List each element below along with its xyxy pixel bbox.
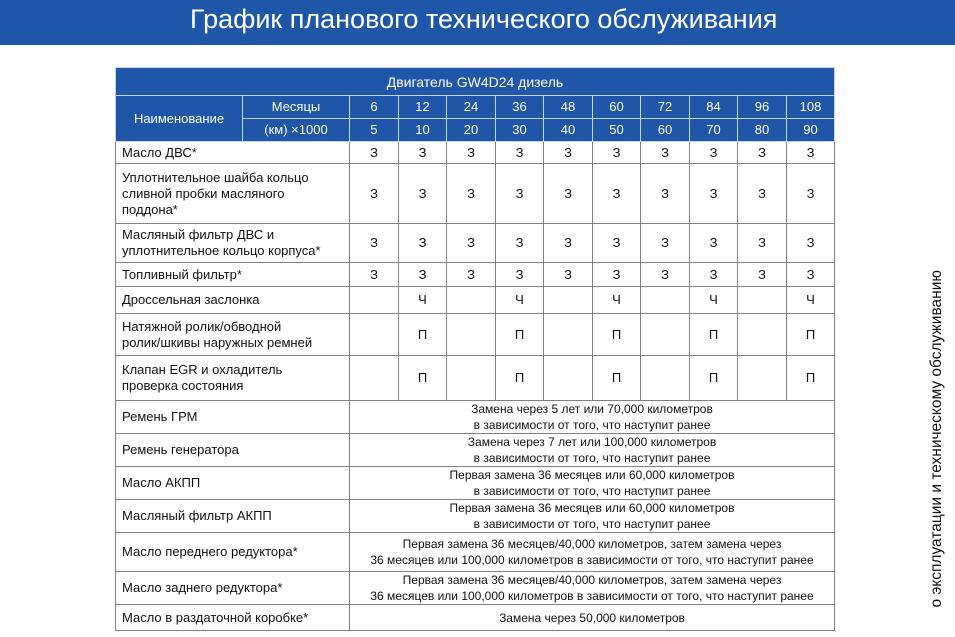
interval-cell: З bbox=[738, 164, 787, 224]
service-note-line: в зависимости от того, что наступит ранее bbox=[473, 451, 711, 465]
interval-cell: З bbox=[738, 263, 787, 287]
interval-cell: Ч bbox=[496, 287, 544, 314]
table-row bbox=[116, 434, 835, 467]
interval-cell: З bbox=[641, 142, 690, 164]
side-caption bbox=[922, 270, 952, 637]
interval-cell: З bbox=[593, 224, 641, 263]
interval-cell bbox=[641, 314, 690, 356]
month-header: 36 bbox=[496, 96, 544, 119]
interval-cell: З bbox=[399, 263, 447, 287]
item-name bbox=[116, 287, 350, 314]
interval-cell bbox=[641, 287, 690, 314]
table-row bbox=[116, 500, 835, 533]
interval-cell: З bbox=[544, 263, 593, 287]
item-name: Ремень генератора bbox=[116, 434, 350, 467]
service-note bbox=[350, 605, 835, 631]
engine-title: Двигатель GW4D24 дизель bbox=[116, 68, 835, 96]
interval-cell: П bbox=[690, 314, 738, 356]
interval-cell: П bbox=[496, 356, 544, 401]
interval-cell bbox=[738, 287, 787, 314]
interval-cell: З bbox=[350, 142, 399, 164]
km-header: 80 bbox=[738, 119, 787, 142]
page-title: График планового технического обслуживания bbox=[190, 4, 778, 34]
service-note-line: Первая замена 36 месяцев или 60,000 километров bbox=[449, 468, 735, 482]
interval-cell: З bbox=[738, 142, 787, 164]
month-header: 96 bbox=[738, 96, 787, 119]
item-name-line: Клапан EGR и охладитель bbox=[122, 362, 283, 377]
km-header: 30 bbox=[496, 119, 544, 142]
table-row bbox=[116, 263, 835, 287]
table-row bbox=[116, 533, 835, 572]
interval-cell: З bbox=[544, 164, 593, 224]
item-name-line: проверка состояния bbox=[122, 378, 244, 393]
interval-cell: З bbox=[593, 164, 641, 224]
item-name bbox=[116, 224, 350, 263]
interval-cell: Ч bbox=[593, 287, 641, 314]
interval-cell: З bbox=[544, 142, 593, 164]
service-note-line: в зависимости от того, что наступит ранее bbox=[473, 418, 711, 432]
name-column-header: Наименование bbox=[116, 96, 243, 142]
table-row bbox=[116, 572, 835, 605]
month-header: 72 bbox=[641, 96, 690, 119]
month-header: 84 bbox=[690, 96, 738, 119]
month-header: 12 bbox=[399, 96, 447, 119]
table-row bbox=[116, 287, 835, 314]
interval-cell: З bbox=[641, 263, 690, 287]
interval-cell bbox=[350, 356, 399, 401]
interval-cell: З bbox=[496, 142, 544, 164]
interval-cell: П bbox=[399, 314, 447, 356]
interval-cell: З bbox=[690, 142, 738, 164]
interval-cell: З bbox=[690, 164, 738, 224]
service-note bbox=[350, 533, 835, 572]
table-row bbox=[116, 224, 835, 263]
service-note bbox=[350, 434, 835, 467]
item-name-line: Дроссельная заслонка bbox=[122, 292, 260, 307]
item-name: Масло АКПП bbox=[116, 467, 350, 500]
table-row bbox=[116, 356, 835, 401]
interval-cell: З bbox=[787, 142, 835, 164]
maintenance-schedule-table bbox=[115, 67, 835, 631]
item-name-line: уплотнительное кольцо корпуса* bbox=[122, 243, 321, 258]
km-header: 10 bbox=[399, 119, 447, 142]
item-name-line: Масляный фильтр ДВС и bbox=[122, 227, 275, 242]
interval-cell: З bbox=[350, 164, 399, 224]
item-name: Масло заднего редуктора* bbox=[116, 572, 350, 605]
table-row bbox=[116, 142, 835, 164]
interval-cell: З bbox=[399, 142, 447, 164]
interval-cell: З bbox=[593, 142, 641, 164]
interval-cell bbox=[447, 356, 496, 401]
km-header: 70 bbox=[690, 119, 738, 142]
item-name-line: Уплотнительное шайба кольцо bbox=[122, 169, 309, 185]
month-header: 24 bbox=[447, 96, 496, 119]
item-name bbox=[116, 356, 350, 401]
interval-cell: З bbox=[447, 263, 496, 287]
interval-cell: З bbox=[447, 224, 496, 263]
month-header: 6 bbox=[350, 96, 399, 119]
interval-cell: З bbox=[641, 164, 690, 224]
item-name-line: поддона* bbox=[122, 201, 178, 217]
interval-cell: З bbox=[641, 224, 690, 263]
item-name: Ремень ГРМ bbox=[116, 401, 350, 434]
item-name-line: Масло ДВС* bbox=[122, 144, 197, 160]
service-note bbox=[350, 572, 835, 605]
interval-cell bbox=[641, 356, 690, 401]
item-name-line: Топливный фильтр* bbox=[122, 266, 242, 282]
interval-cell: З bbox=[350, 224, 399, 263]
interval-cell bbox=[350, 314, 399, 356]
item-name bbox=[116, 142, 350, 164]
table-row bbox=[116, 605, 835, 631]
km-header: 40 bbox=[544, 119, 593, 142]
month-header: 60 bbox=[593, 96, 641, 119]
km-header: 5 bbox=[350, 119, 399, 142]
service-note-line: Первая замена 36 месяцев/40,000 километров, затем замена через bbox=[402, 537, 782, 551]
service-note-line: Первая замена 36 месяцев или 60,000 километров bbox=[449, 501, 735, 515]
interval-cell: Ч bbox=[787, 287, 835, 314]
interval-cell: З bbox=[447, 164, 496, 224]
service-note-line: Замена через 50,000 километров bbox=[499, 610, 685, 625]
interval-cell: З bbox=[690, 263, 738, 287]
interval-cell: З bbox=[350, 263, 399, 287]
interval-cell bbox=[738, 356, 787, 401]
interval-cell: З bbox=[593, 263, 641, 287]
service-note-line: Замена через 5 лет или 70,000 километров bbox=[471, 402, 713, 416]
km-label: (км) ×1000 bbox=[243, 119, 350, 142]
months-label: Месяцы bbox=[243, 96, 350, 119]
service-note-line: в зависимости от того, что наступит ранее bbox=[473, 484, 711, 498]
interval-cell: З bbox=[544, 224, 593, 263]
interval-cell: Ч bbox=[690, 287, 738, 314]
service-note bbox=[350, 467, 835, 500]
interval-cell: З bbox=[787, 224, 835, 263]
title-bar bbox=[0, 0, 955, 45]
km-header: 20 bbox=[447, 119, 496, 142]
interval-cell: З bbox=[496, 164, 544, 224]
interval-cell bbox=[544, 356, 593, 401]
interval-cell: П bbox=[496, 314, 544, 356]
interval-cell bbox=[544, 287, 593, 314]
km-header: 90 bbox=[787, 119, 835, 142]
service-note bbox=[350, 401, 835, 434]
side-caption-text: о эксплуатации и техническому обслуживанию bbox=[928, 270, 945, 608]
interval-cell: Ч bbox=[399, 287, 447, 314]
km-header: 50 bbox=[593, 119, 641, 142]
item-name-line: сливной пробки масляного bbox=[122, 185, 285, 201]
interval-cell: П bbox=[593, 356, 641, 401]
item-name: Масло в раздаточной коробке* bbox=[116, 605, 350, 631]
table-row bbox=[116, 467, 835, 500]
interval-cell bbox=[447, 287, 496, 314]
item-name: Масло переднего редуктора* bbox=[116, 533, 350, 572]
item-name bbox=[116, 314, 350, 356]
service-note-line: Первая замена 36 месяцев/40,000 километров, затем замена через bbox=[402, 573, 782, 587]
item-name-line: ролик/шкивы наружных ремней bbox=[122, 334, 313, 350]
item-name-line: Натяжной ролик/обводной bbox=[122, 318, 282, 334]
interval-cell: З bbox=[690, 224, 738, 263]
km-header: 60 bbox=[641, 119, 690, 142]
item-name bbox=[116, 164, 350, 224]
month-header: 108 bbox=[787, 96, 835, 119]
service-note-line: 36 месяцев или 100,000 километров в зависимости от того, что наступит ранее bbox=[370, 589, 814, 603]
interval-cell bbox=[350, 287, 399, 314]
interval-cell: П bbox=[787, 356, 835, 401]
service-note-line: 36 месяцев или 100,000 километров в зависимости от того, что наступит ранее bbox=[370, 553, 814, 567]
month-header: 48 bbox=[544, 96, 593, 119]
interval-cell: П bbox=[787, 314, 835, 356]
table-row bbox=[116, 314, 835, 356]
interval-cell: З bbox=[496, 224, 544, 263]
service-note-line: в зависимости от того, что наступит ранее bbox=[473, 517, 711, 531]
interval-cell bbox=[447, 314, 496, 356]
interval-cell bbox=[544, 314, 593, 356]
interval-cell: З bbox=[399, 224, 447, 263]
service-note bbox=[350, 500, 835, 533]
interval-cell: П bbox=[399, 356, 447, 401]
interval-cell: З bbox=[787, 263, 835, 287]
interval-cell: З bbox=[787, 164, 835, 224]
interval-cell: З bbox=[447, 142, 496, 164]
interval-cell bbox=[738, 314, 787, 356]
interval-cell: П bbox=[690, 356, 738, 401]
table-row bbox=[116, 164, 835, 224]
service-note-line: Замена через 7 лет или 100,000 километров bbox=[467, 435, 717, 449]
item-name bbox=[116, 263, 350, 287]
interval-cell: П bbox=[593, 314, 641, 356]
interval-cell: З bbox=[399, 164, 447, 224]
interval-cell: З bbox=[738, 224, 787, 263]
table-row bbox=[116, 401, 835, 434]
item-name: Масляный фильтр АКПП bbox=[116, 500, 350, 533]
interval-cell: З bbox=[496, 263, 544, 287]
